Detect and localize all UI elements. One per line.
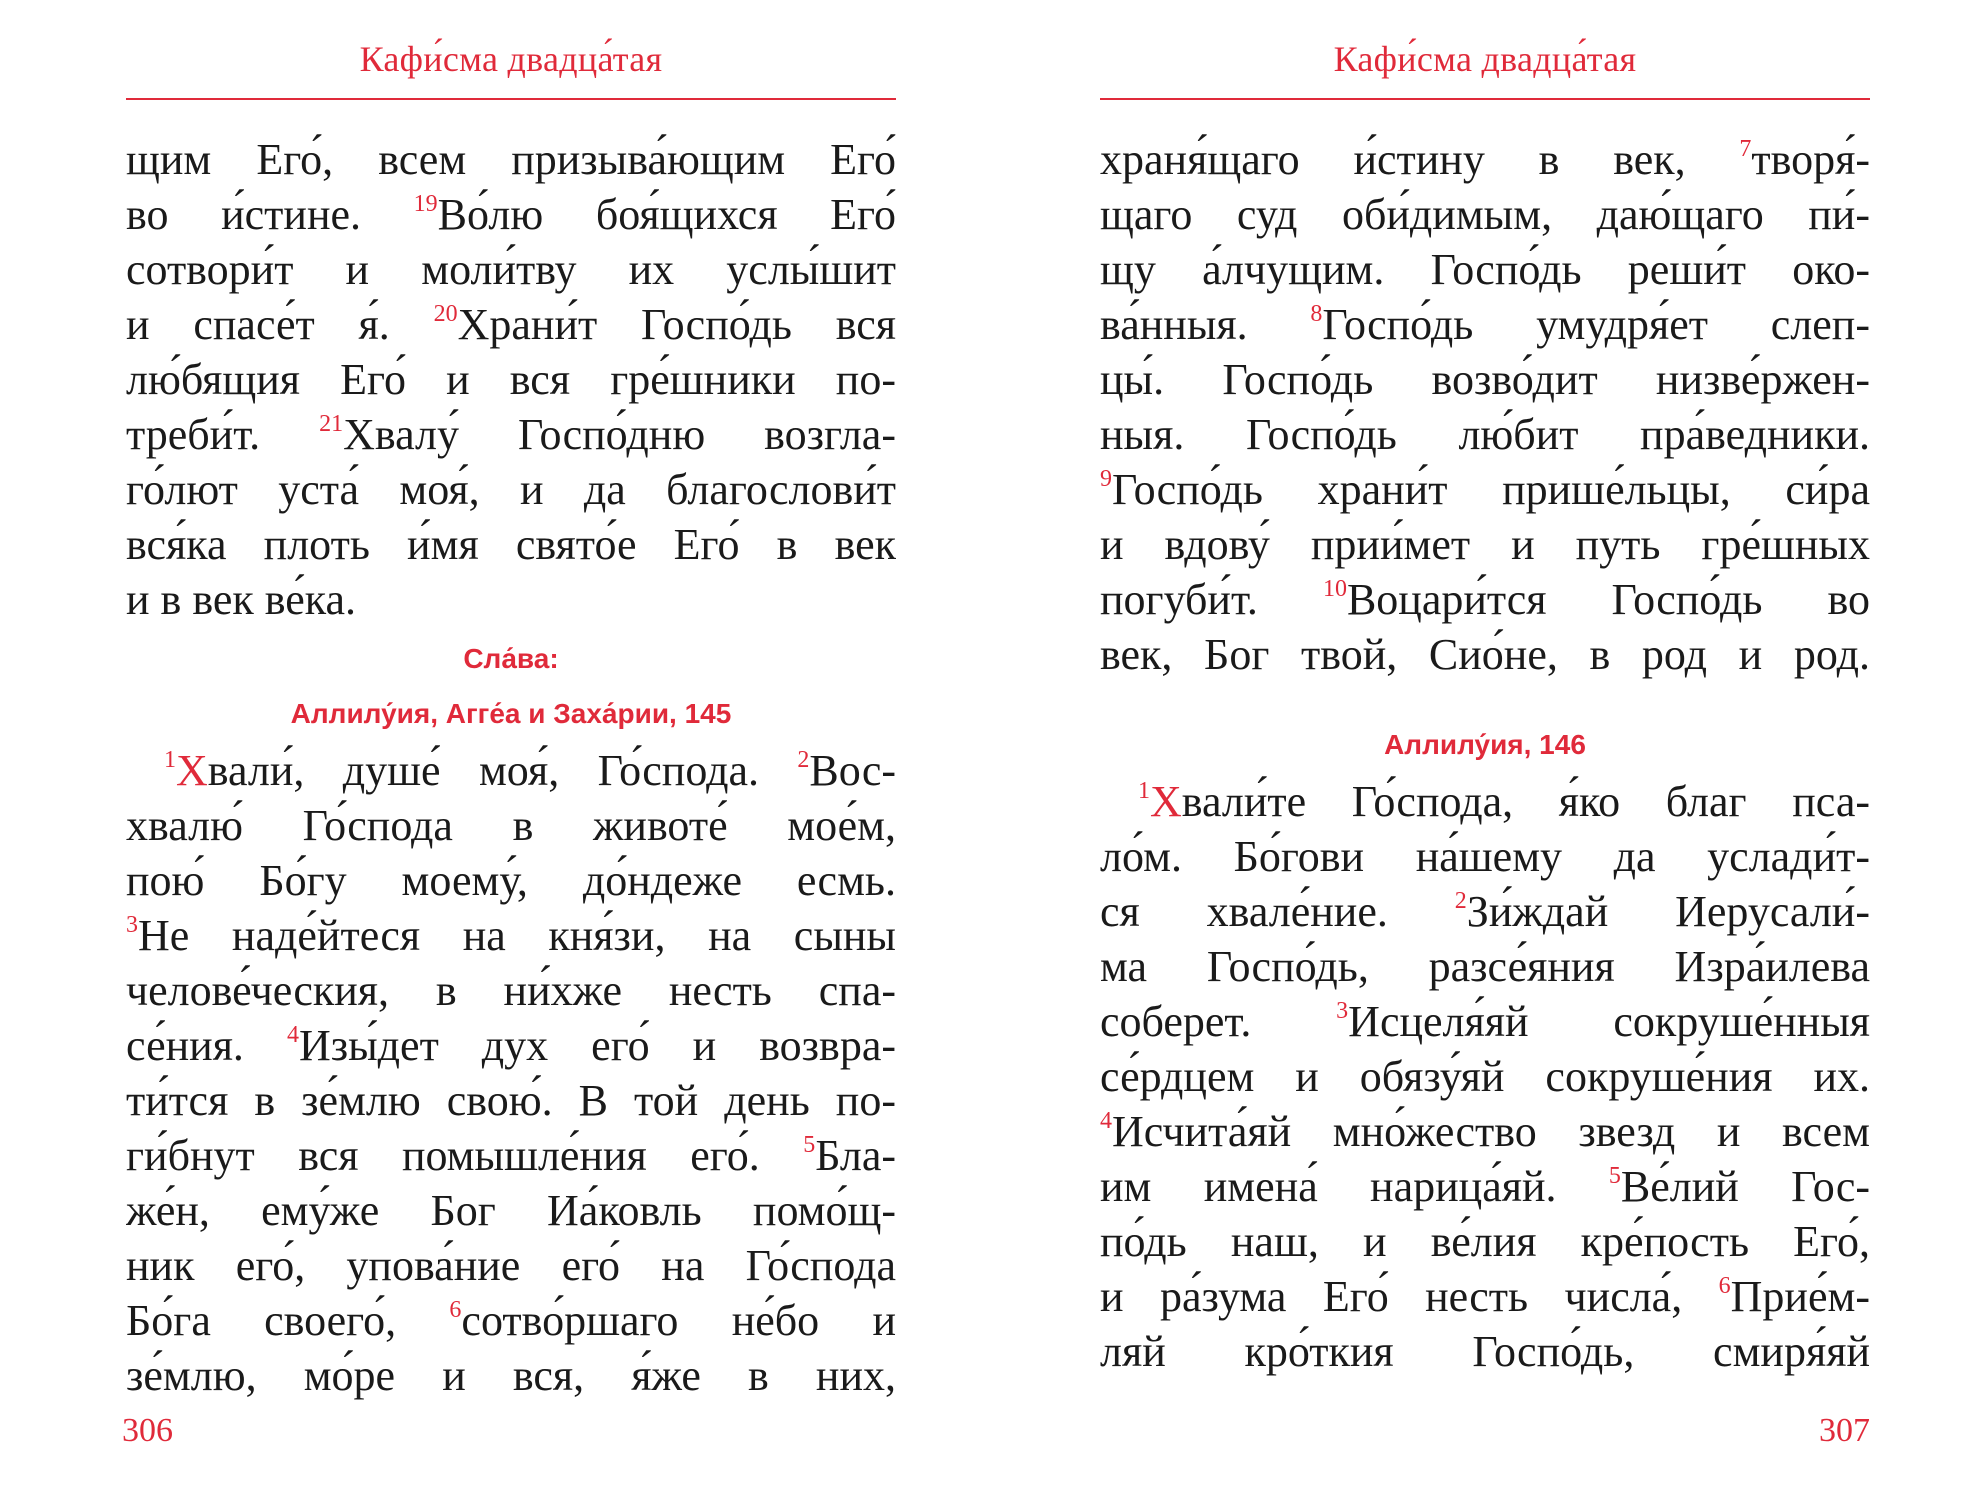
header-rule [126,98,896,100]
text-line: во и́стине. $^{19}$Во́лю боя́щихся Его́ [126,190,896,239]
psalm-title: Аллилу́ия, 146 [1384,729,1586,760]
text-line: же́н, ему́же Бог Иа́ковль помо́щ- [126,1186,896,1235]
text-line: се́рдцем и обязу́яй сокруше́ния их. [1100,1052,1870,1101]
header-rule [1100,98,1870,100]
verse-number: 2 [1454,888,1467,914]
text-line: щу а́лчущим. Госпо́дь реши́т око- [1100,245,1870,294]
text-line: $^1$Хвали́, душе́ моя́, Го́спода. $^2$Вос- [164,746,896,795]
text-line: $^4$Исчита́яй мно́жество звезд и всем [1100,1107,1870,1156]
text-line: и спасе́т я́. $^{20}$Храни́т Госпо́дь вся [126,300,896,349]
verse-number: 1 [164,747,176,773]
verse-number: 10 [1322,576,1347,602]
verse-number: 5 [1608,1163,1621,1189]
text-line: ти́тся в зе́млю свою́. В той день по- [126,1076,896,1125]
text-line: соберет. $^3$Исцеля́яй сокруше́нныя [1100,997,1870,1046]
verse-number: 7 [1739,136,1752,162]
slava-rubric: Сла́ва: [463,643,559,674]
text-line: го́лют уста́ моя́, и да благослови́т [126,465,896,514]
text-line: пою́ Бо́гу моему́, до́ндеже есмь. [126,856,896,905]
psalm-title: Аллилу́ия, Агге́а и Заха́рии, 145 [290,698,732,729]
text-line: ги́бнут вся помышле́ния его́. $^5$Бла- [126,1131,896,1180]
text-line: погуби́т. $^{10}$Воцари́тся Госпо́дь во [1100,575,1870,624]
text-line: цы́. Госпо́дь возво́дит низве́ржен- [1100,355,1870,404]
text-line: ло́м. Бо́гови на́шему да услади́т- [1100,832,1870,881]
text-line: зе́млю, мо́ре и вся, я́же в них, [126,1351,896,1400]
verse-number: 6 [1718,1273,1731,1299]
text-line: ляй кро́ткия Госпо́дь, смиря́яй [1100,1327,1870,1376]
text-line: век, Бог твой, Сио́не, в род и род. [1100,630,1870,679]
text-line: и ра́зума Его́ несть числа́, $^6$Прие́м- [1100,1272,1870,1321]
text-line: лю́бящия Его́ и вся гре́шники по- [126,355,896,404]
initial-letter: Х [1150,777,1182,826]
text-line: ма Госпо́дь, разсе́яния Изра́илева [1100,942,1870,991]
text-line: ныя. Госпо́дь лю́бит пра́ведники. [1100,410,1870,459]
page-number: 306 [122,1412,173,1449]
text-line: се́ния. $^4$Изы́дет дух его́ и возвра- [126,1021,896,1070]
text-line: им имена́ нарица́яй. $^5$Ве́лий Гос- [1100,1162,1870,1211]
text-line: ся хвале́ние. $^2$Зи́ждай Иерусали́- [1100,887,1870,936]
text-line: и вдову́ прии́мет и путь гре́шных [1100,520,1870,569]
verse-number: 20 [433,301,458,327]
text-line: ник его́, упова́ние его́ на Го́спода [126,1241,896,1290]
page-body [126,132,896,1403]
text-line: челове́ческия, в ни́хже несть спа- [126,966,896,1015]
verse-number: 19 [413,191,438,217]
text-line: $^9$Госпо́дь храни́т прише́льцы, си́ра [1100,465,1870,514]
text-line: храня́щаго и́стину в век, $^7$творя́- [1100,135,1870,184]
text-line: Бо́га своего́, $^6$сотво́ршаго не́бо и [126,1296,896,1345]
initial-letter: Х [176,746,208,795]
text-line: $^1$Хвали́те Го́спода, я́ко благ пса- [1138,777,1870,826]
page-body [1100,132,1870,1379]
text-line: и в век ве́ка. [126,575,357,624]
text-line: сотвори́т и моли́тву их услы́шит [126,245,896,294]
verse-number: 21 [319,411,344,437]
right-page [1100,0,1870,1504]
text-line: ва́нныя. $^8$Госпо́дь умудря́ет слеп- [1100,300,1870,349]
page-number: 307 [1819,1412,1870,1449]
text-line: треби́т. $^{21}$Хвалу́ Госпо́дню возгла- [126,410,896,459]
verse-number: 8 [1310,301,1323,327]
text-line: по́дь наш, и ве́лия кре́пость Его́, [1100,1217,1870,1266]
text-line: $^3$Не наде́йтеся на кня́зи, на сыны [126,911,896,960]
text-line: щаго суд оби́димым, даю́щаго пи́- [1100,190,1870,239]
verse-number: 3 [126,912,138,938]
verse-number: 6 [449,1297,462,1323]
verse-number: 4 [286,1022,299,1048]
verse-number: 2 [797,747,810,773]
text-line: хвалю́ Го́спода в животе́ мое́м, [126,801,896,850]
text-line: вся́ка плоть и́мя свято́е Его́ в век [126,520,896,569]
verse-number: 4 [1100,1108,1112,1134]
running-head: Кафи́сма двадца́тая [1333,39,1637,79]
running-head: Кафи́сма двадца́тая [359,39,663,79]
verse-number: 3 [1336,998,1349,1024]
verse-number: 5 [803,1132,816,1158]
verse-number: 9 [1100,466,1112,492]
left-page [122,0,896,1504]
text-line: щим Его́, всем призыва́ющим Его́ [126,135,896,184]
verse-number: 1 [1138,778,1150,804]
